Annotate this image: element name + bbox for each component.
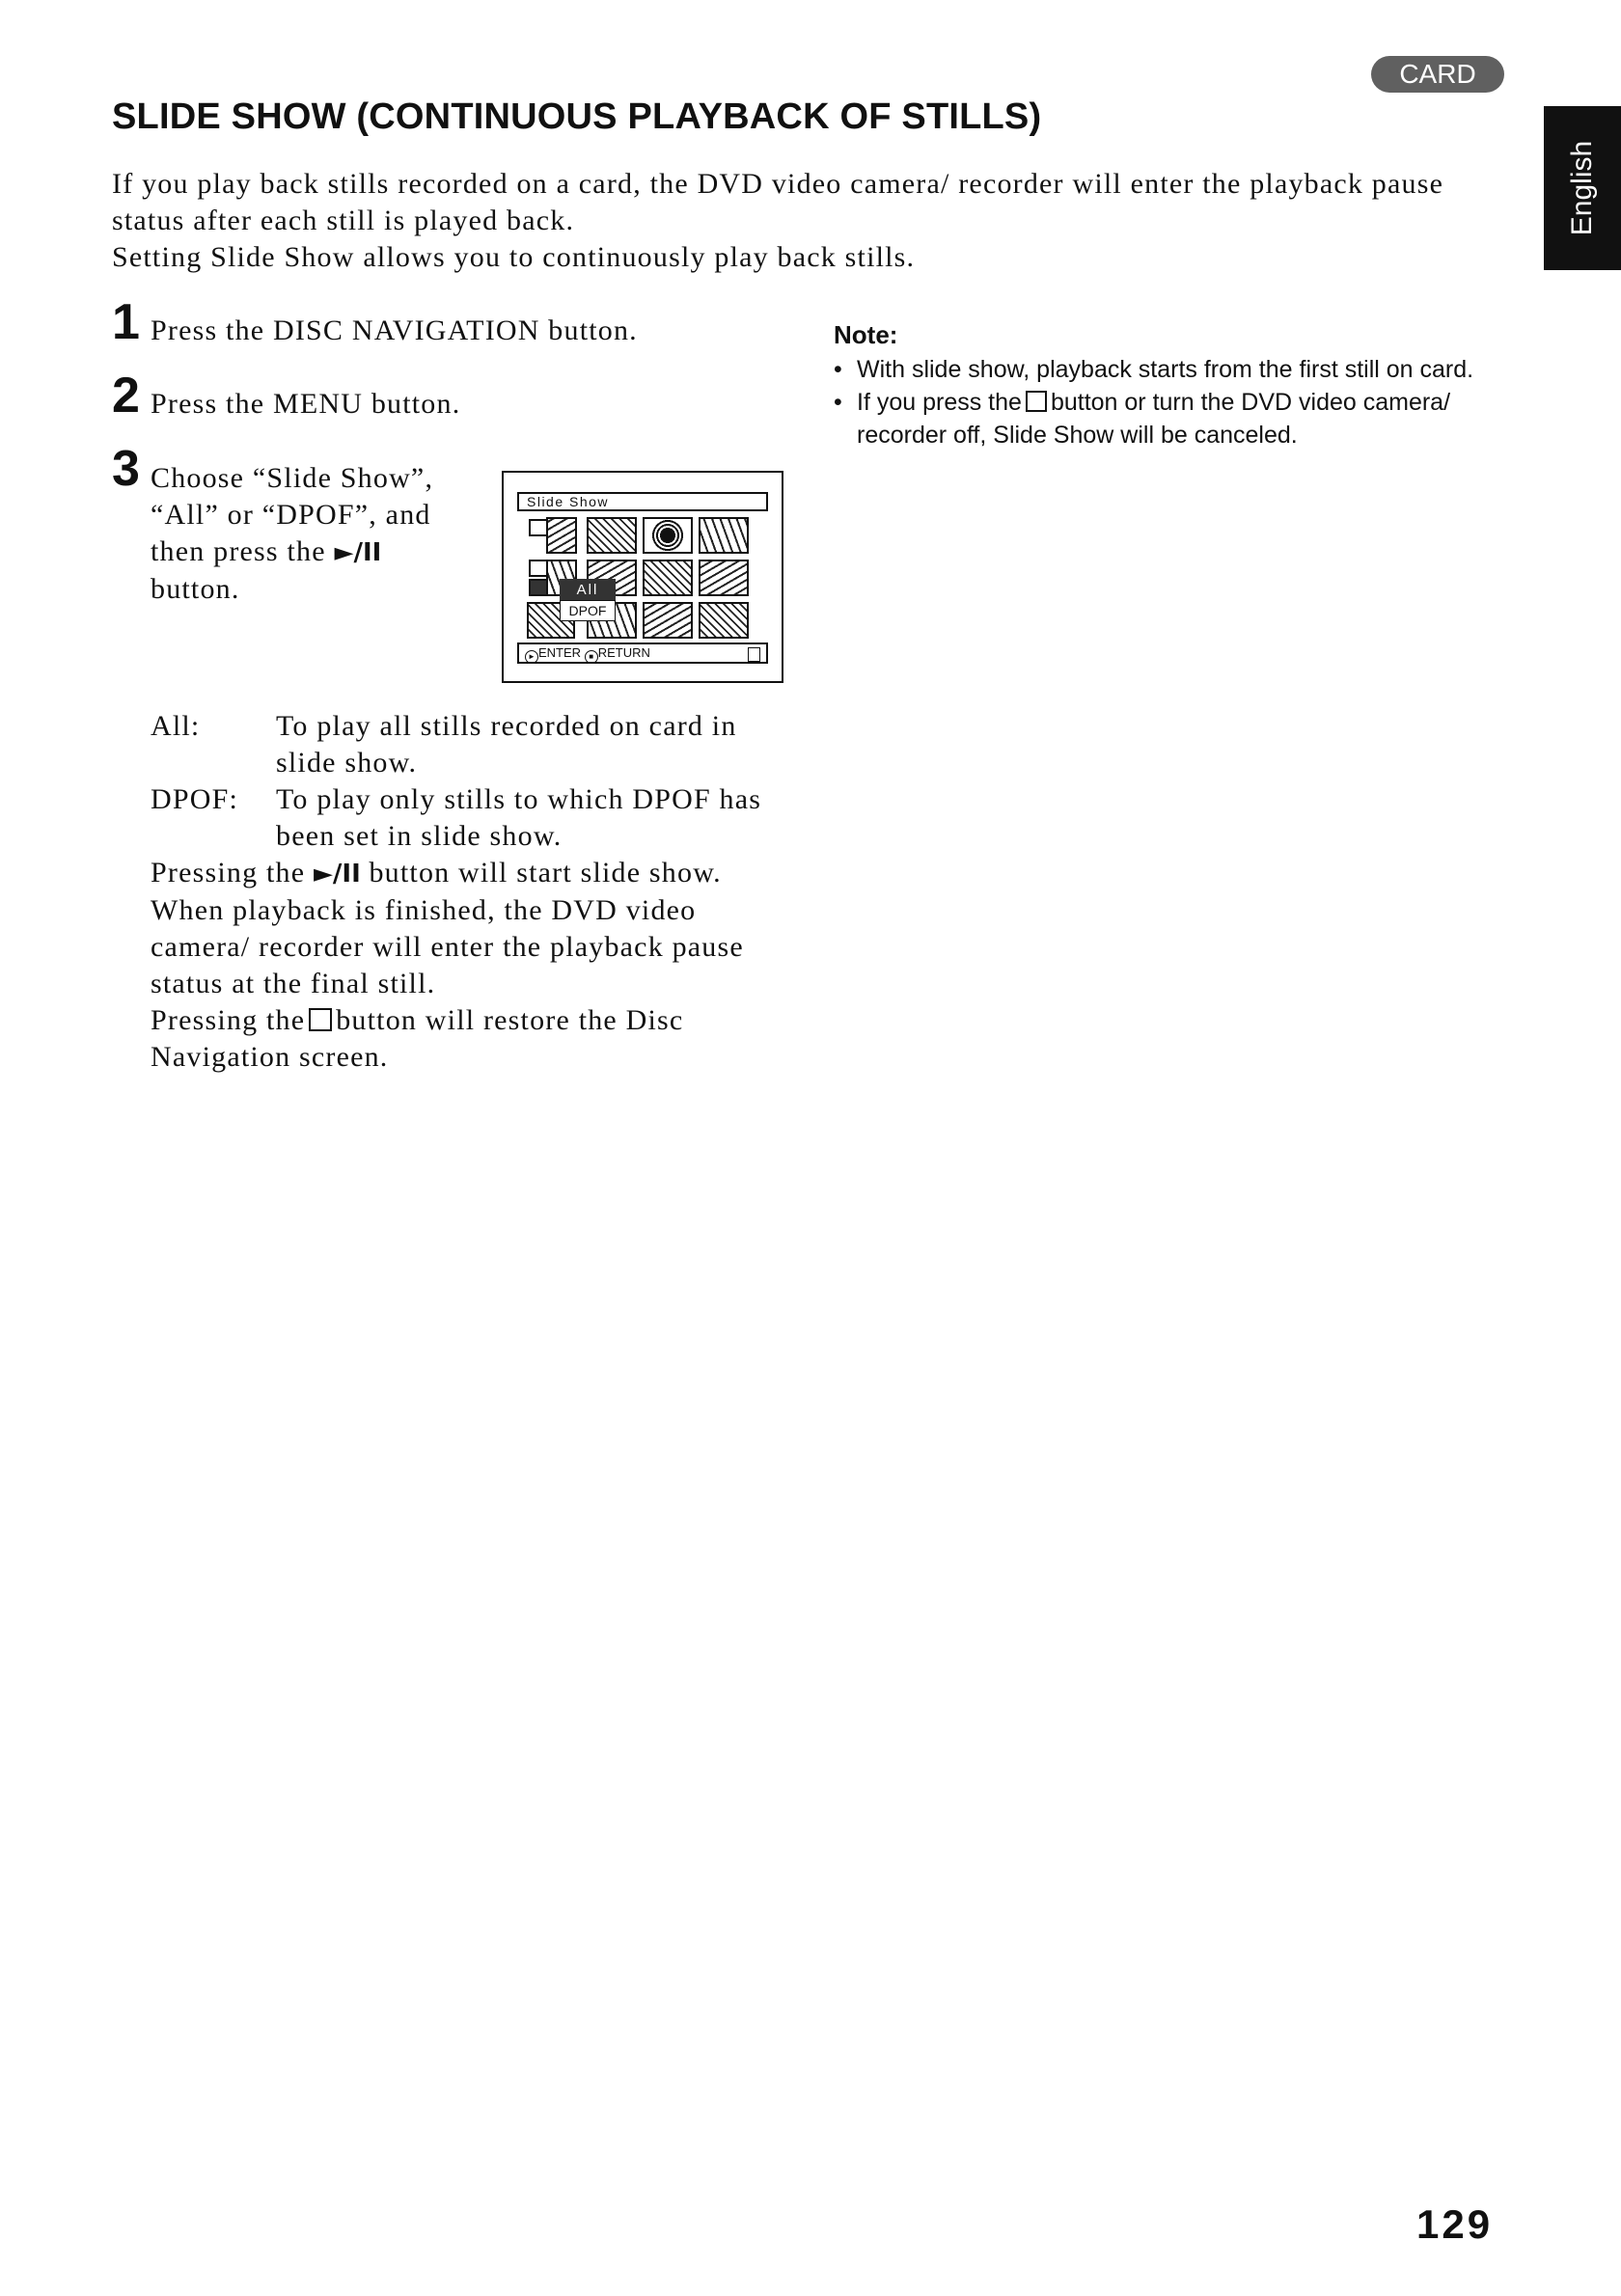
- note-item-text: If you press the: [857, 389, 1022, 416]
- language-tab: [1544, 106, 1621, 270]
- thumbnail: [643, 602, 693, 639]
- thumbnail: [546, 517, 577, 554]
- screen-header: Slide Show: [517, 492, 768, 511]
- thumbnail: [699, 517, 749, 554]
- definition-desc-all: [276, 708, 737, 781]
- step-3-line: Choose “Slide Show”,: [151, 462, 434, 494]
- note-list: [834, 353, 1548, 451]
- note-item-text: recorder off, Slide Show will be canceled.: [857, 422, 1298, 449]
- definition-line: To play all stills recorded on card in: [276, 710, 737, 742]
- thumbnail: [643, 517, 693, 554]
- intro-line: status after each still is played back.: [112, 205, 575, 236]
- note-item: [834, 386, 1548, 451]
- page-title: SLIDE SHOW (CONTINUOUS PLAYBACK OF STILLS): [112, 96, 1042, 137]
- play-icon: ►: [525, 650, 538, 664]
- body-line: When playback is finished, the DVD video: [151, 894, 697, 926]
- card-icon: [748, 647, 760, 662]
- definition-desc-dpof: [276, 781, 761, 855]
- thumbnail: [587, 517, 637, 554]
- footer-enter-label: ENTER: [538, 645, 582, 660]
- stop-button-icon: [309, 1008, 332, 1031]
- body-line: [151, 1002, 744, 1039]
- step-3-line: [151, 533, 433, 571]
- step-3-line: “All” or “DPOF”, and: [151, 499, 431, 531]
- definition-term-dpof: DPOF:: [151, 783, 239, 815]
- definition-line: slide show.: [276, 747, 418, 779]
- body-line: [151, 855, 744, 892]
- stop-icon: ■: [585, 650, 598, 664]
- thumbnail: [643, 560, 693, 596]
- step-3-text: [151, 460, 433, 608]
- step-1: [112, 294, 140, 350]
- screen-footer: [517, 642, 768, 664]
- step-2: [112, 368, 140, 424]
- intro-paragraph: [112, 166, 1521, 276]
- note-item-text: button or turn the DVD video camera/: [1050, 389, 1451, 416]
- definition-term-all: All:: [151, 710, 201, 742]
- menu-option-dpof[interactable]: DPOF: [560, 600, 616, 621]
- definition-line: To play only stills to which DPOF has: [276, 783, 762, 815]
- thumbnail: [699, 602, 749, 639]
- step-3-line-text: then press the: [151, 535, 326, 567]
- footer-return-label: RETURN: [597, 645, 650, 660]
- note-item: • With slide show, playback starts from the first still on card.: [834, 353, 1548, 386]
- intro-line: Setting Slide Show allows you to continuously play back stills.: [112, 241, 916, 273]
- step-1-text: Press the DISC NAVIGATION button.: [151, 314, 638, 346]
- page-number: 129: [1416, 2201, 1494, 2247]
- intro-line: If you play back stills recorded on a card, the DVD video camera/ recorder will enter the playback pause: [112, 168, 1444, 200]
- body-line-text: Pressing the: [151, 1004, 306, 1036]
- body-line-text: Pressing the: [151, 857, 306, 888]
- card-badge: CARD: [1371, 56, 1504, 93]
- step-number: 3: [112, 441, 140, 497]
- step-number: 2: [112, 368, 140, 424]
- thumbnail-grid: [517, 515, 768, 641]
- body-text: [151, 855, 744, 1076]
- stop-button-icon: [1026, 391, 1047, 412]
- body-line: camera/ recorder will enter the playback pause: [151, 931, 744, 963]
- step-3-line: button.: [151, 573, 240, 605]
- step-2-text: Press the MENU button.: [151, 388, 461, 420]
- step-number: 1: [112, 294, 140, 350]
- step-3: [112, 441, 140, 497]
- play-pause-icon: ►/II: [334, 538, 382, 567]
- language-tab-label: English: [1566, 140, 1598, 236]
- play-pause-icon: ►/II: [313, 860, 361, 888]
- body-line-text: button will restore the Disc: [336, 1004, 684, 1036]
- definition-line: been set in slide show.: [276, 820, 563, 852]
- menu-option-all[interactable]: All: [560, 579, 616, 600]
- body-line: Navigation screen.: [151, 1041, 389, 1073]
- note-title: Note:: [834, 320, 898, 349]
- body-line-text: button will start slide show.: [369, 857, 722, 888]
- thumbnail: [699, 560, 749, 596]
- body-line: status at the final still.: [151, 968, 436, 999]
